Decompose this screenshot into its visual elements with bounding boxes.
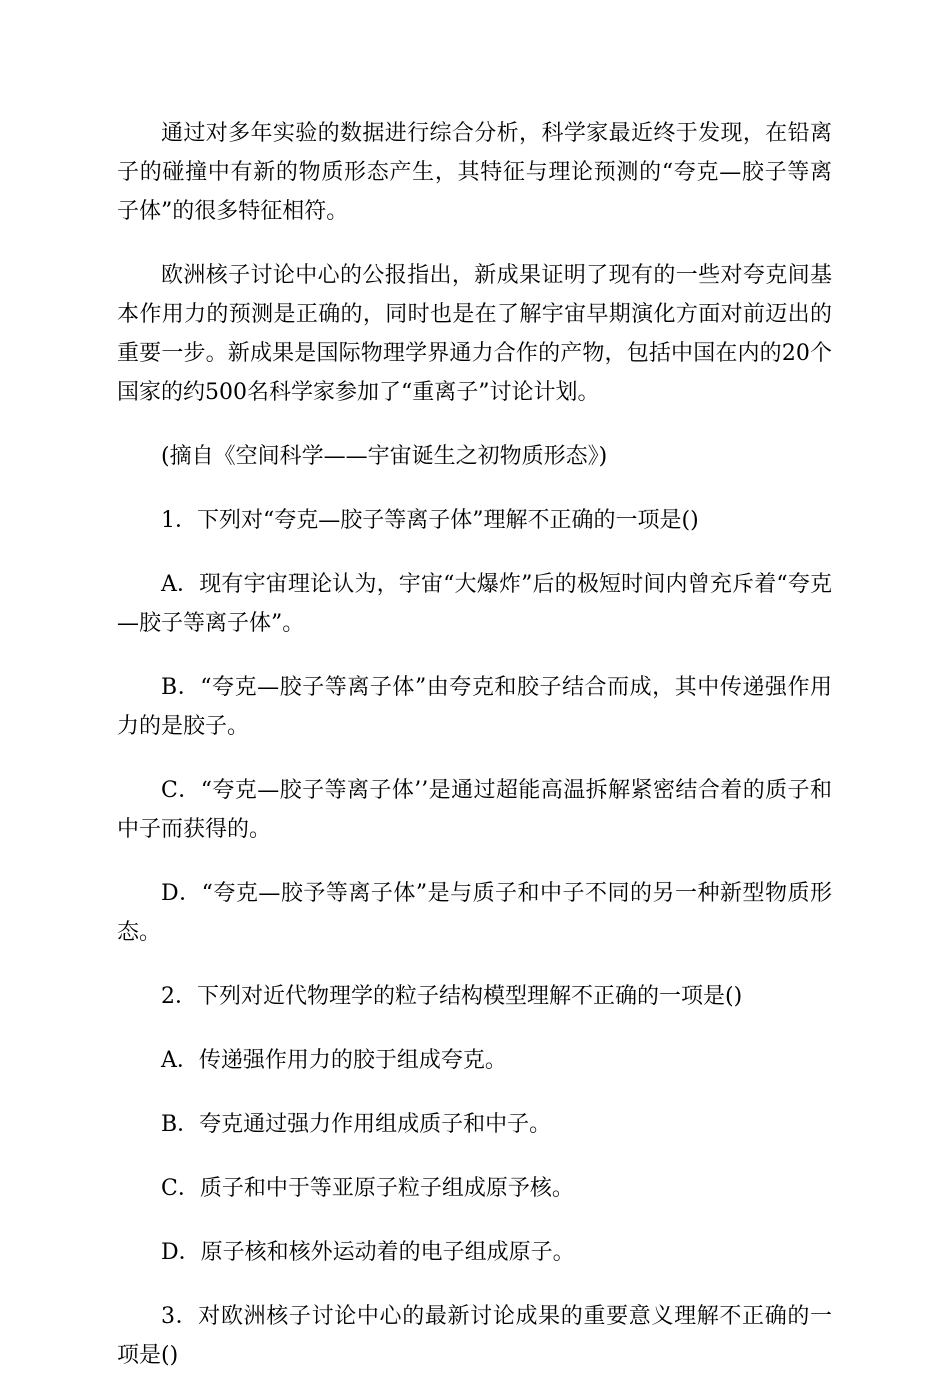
document-body: [117, 114, 832, 1375]
source-citation: (摘自《空间科学——宇宙诞生之初物质形态》): [161, 444, 608, 469]
question-2-option-a: A．传递强作用力的胶于组成夸克。: [161, 1048, 507, 1073]
question-1-option-d: D．“夸克—胶予等离子体”是与质子和中子不同的另一种新型物质形态。: [117, 881, 832, 945]
paragraph-intro: 通过对多年实验的数据进行综合分析，科学家最近终于发现，在铅离子的碰撞中有新的物质形态产生，其特征与理论预测的“夸克—胶子等离子体”的很多特征相符。: [117, 121, 832, 224]
question-2-option-b: B．夸克通过强力作用组成质子和中子。: [161, 1112, 552, 1137]
question-1-option-a: A．现有宇宙理论认为，宇宙“大爆炸”后的极短时间内曾充斥着“夸克—胶子等离子体”。: [117, 572, 832, 636]
question-2: 2．下列对近代物理学的粒子结构模型理解不正确的一项是(): [161, 984, 743, 1009]
question-3: 3．对欧洲核子讨论中心的最新讨论成果的重要意义理解不正确的一项是(): [117, 1304, 832, 1368]
question-1-option-c: C．“夸克—胶子等离子体’’是通过超能高温拆解紧密结合着的质子和中子而获得的。: [117, 778, 832, 842]
question-2-option-c: C．质子和中于等亚原子粒子组成原予核。: [161, 1176, 574, 1201]
question-1-option-b: B．“夸克—胶子等离子体”由夸克和胶子结合而成，其中传递强作用力的是胶子。: [117, 675, 832, 739]
question-1: 1．下列对“夸克—胶子等离子体”理解不正确的一项是(): [161, 508, 699, 533]
question-2-option-d: D．原子核和核外运动着的电子组成原子。: [161, 1240, 575, 1265]
paragraph-announcement: 欧洲核子讨论中心的公报指出，新成果证明了现有的一些对夸克间基本作用力的预测是正确的，同时也是在了解宇宙早期演化方面对前迈出的重要一步。新成果是国际物理学界通力合作的产物，包括中国在内的20个国家的约500名科学家参加了“重离子”讨论计划。: [117, 263, 832, 405]
